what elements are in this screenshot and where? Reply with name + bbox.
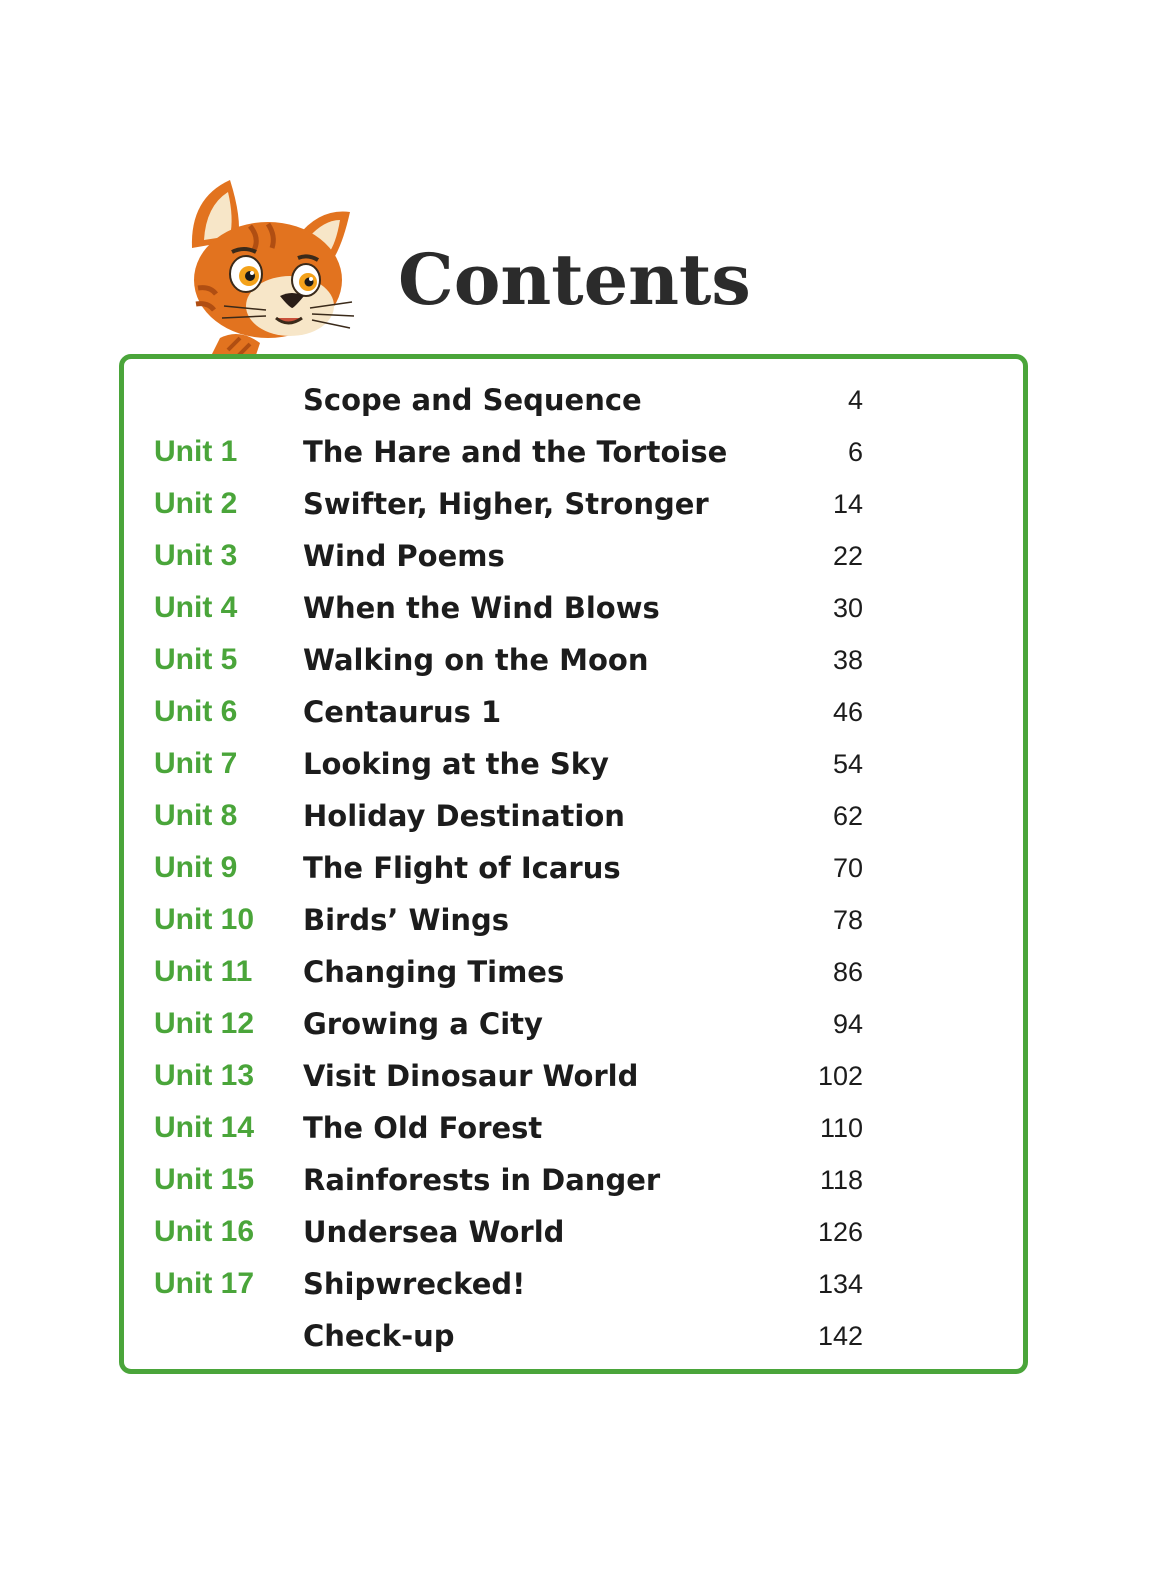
entry-title[interactable]: Looking at the Sky (303, 747, 609, 781)
page-number: 6 (847, 437, 863, 467)
page-number: 54 (832, 749, 863, 779)
entry-title[interactable]: The Hare and the Tortoise (303, 435, 728, 469)
toc-row[interactable] (0, 634, 1175, 686)
entry-title[interactable]: Scope and Sequence (303, 383, 642, 417)
unit-label: Unit 5 (154, 643, 238, 676)
unit-label: Unit 7 (154, 747, 238, 780)
toc-row[interactable] (0, 894, 1175, 946)
page-number: 78 (832, 905, 863, 935)
page-number: 62 (832, 801, 863, 831)
toc-row[interactable] (0, 686, 1175, 738)
entry-title[interactable]: Changing Times (303, 955, 565, 989)
entry-title[interactable]: Undersea World (303, 1215, 565, 1249)
toc-row[interactable] (0, 374, 1175, 426)
entry-title[interactable]: Visit Dinosaur World (303, 1059, 639, 1093)
toc-row[interactable] (0, 1258, 1175, 1310)
page-number: 110 (819, 1113, 863, 1143)
toc-row[interactable] (0, 790, 1175, 842)
toc-row[interactable] (0, 1206, 1175, 1258)
page-number: 118 (819, 1165, 863, 1195)
page-number: 70 (832, 853, 863, 883)
unit-label: Unit 9 (154, 851, 238, 884)
page-number: 142 (817, 1321, 863, 1351)
entry-title[interactable]: Shipwrecked! (303, 1267, 526, 1301)
cat-mascot-icon (180, 178, 360, 358)
toc-row[interactable] (0, 530, 1175, 582)
unit-label: Unit 4 (154, 591, 238, 624)
unit-label: Unit 11 (154, 955, 253, 988)
contents-list (0, 374, 1175, 1362)
unit-label: Unit 6 (154, 695, 238, 728)
toc-row[interactable] (0, 1050, 1175, 1102)
toc-row[interactable] (0, 738, 1175, 790)
entry-title[interactable]: Centaurus 1 (303, 695, 502, 729)
entry-title[interactable]: Wind Poems (303, 539, 505, 573)
entry-title[interactable]: Rainforests in Danger (303, 1163, 661, 1197)
entry-title[interactable]: Check-up (303, 1319, 455, 1353)
page-number: 46 (832, 697, 863, 727)
unit-label: Unit 2 (154, 487, 238, 520)
entry-title[interactable]: Growing a City (303, 1007, 543, 1041)
page-number: 4 (847, 385, 863, 415)
unit-label: Unit 3 (154, 539, 238, 572)
toc-row[interactable] (0, 1102, 1175, 1154)
page-number: 102 (817, 1061, 863, 1091)
unit-label: Unit 1 (154, 435, 238, 468)
toc-row[interactable] (0, 998, 1175, 1050)
toc-row[interactable] (0, 946, 1175, 998)
toc-row[interactable] (0, 582, 1175, 634)
unit-label: Unit 8 (154, 799, 238, 832)
toc-row[interactable] (0, 426, 1175, 478)
page-number: 126 (817, 1217, 863, 1247)
unit-label: Unit 14 (154, 1111, 255, 1144)
unit-label: Unit 10 (154, 903, 255, 936)
unit-label: Unit 16 (154, 1215, 255, 1248)
page-number: 30 (832, 593, 863, 623)
entry-title[interactable]: Swifter, Higher, Stronger (303, 487, 709, 521)
unit-label: Unit 13 (154, 1059, 255, 1092)
entry-title[interactable]: The Flight of Icarus (303, 851, 621, 885)
unit-label: Unit 15 (154, 1163, 255, 1196)
unit-label: Unit 17 (154, 1267, 255, 1300)
toc-row[interactable] (0, 842, 1175, 894)
page-number: 86 (832, 957, 863, 987)
page-number: 94 (832, 1009, 863, 1039)
toc-row[interactable] (0, 1310, 1175, 1362)
toc-row[interactable] (0, 1154, 1175, 1206)
toc-row[interactable] (0, 478, 1175, 530)
page-number: 22 (832, 541, 863, 571)
entry-title[interactable]: Birds’ Wings (303, 903, 510, 937)
entry-title[interactable]: The Old Forest (303, 1111, 543, 1145)
entry-title[interactable]: Walking on the Moon (303, 643, 649, 677)
page-number: 14 (832, 489, 863, 519)
page-number: 134 (817, 1269, 863, 1299)
page-title: Contents (398, 238, 751, 321)
entry-title[interactable]: When the Wind Blows (303, 591, 660, 625)
page-number: 38 (832, 645, 863, 675)
unit-label: Unit 12 (154, 1007, 255, 1040)
entry-title[interactable]: Holiday Destination (303, 799, 625, 833)
